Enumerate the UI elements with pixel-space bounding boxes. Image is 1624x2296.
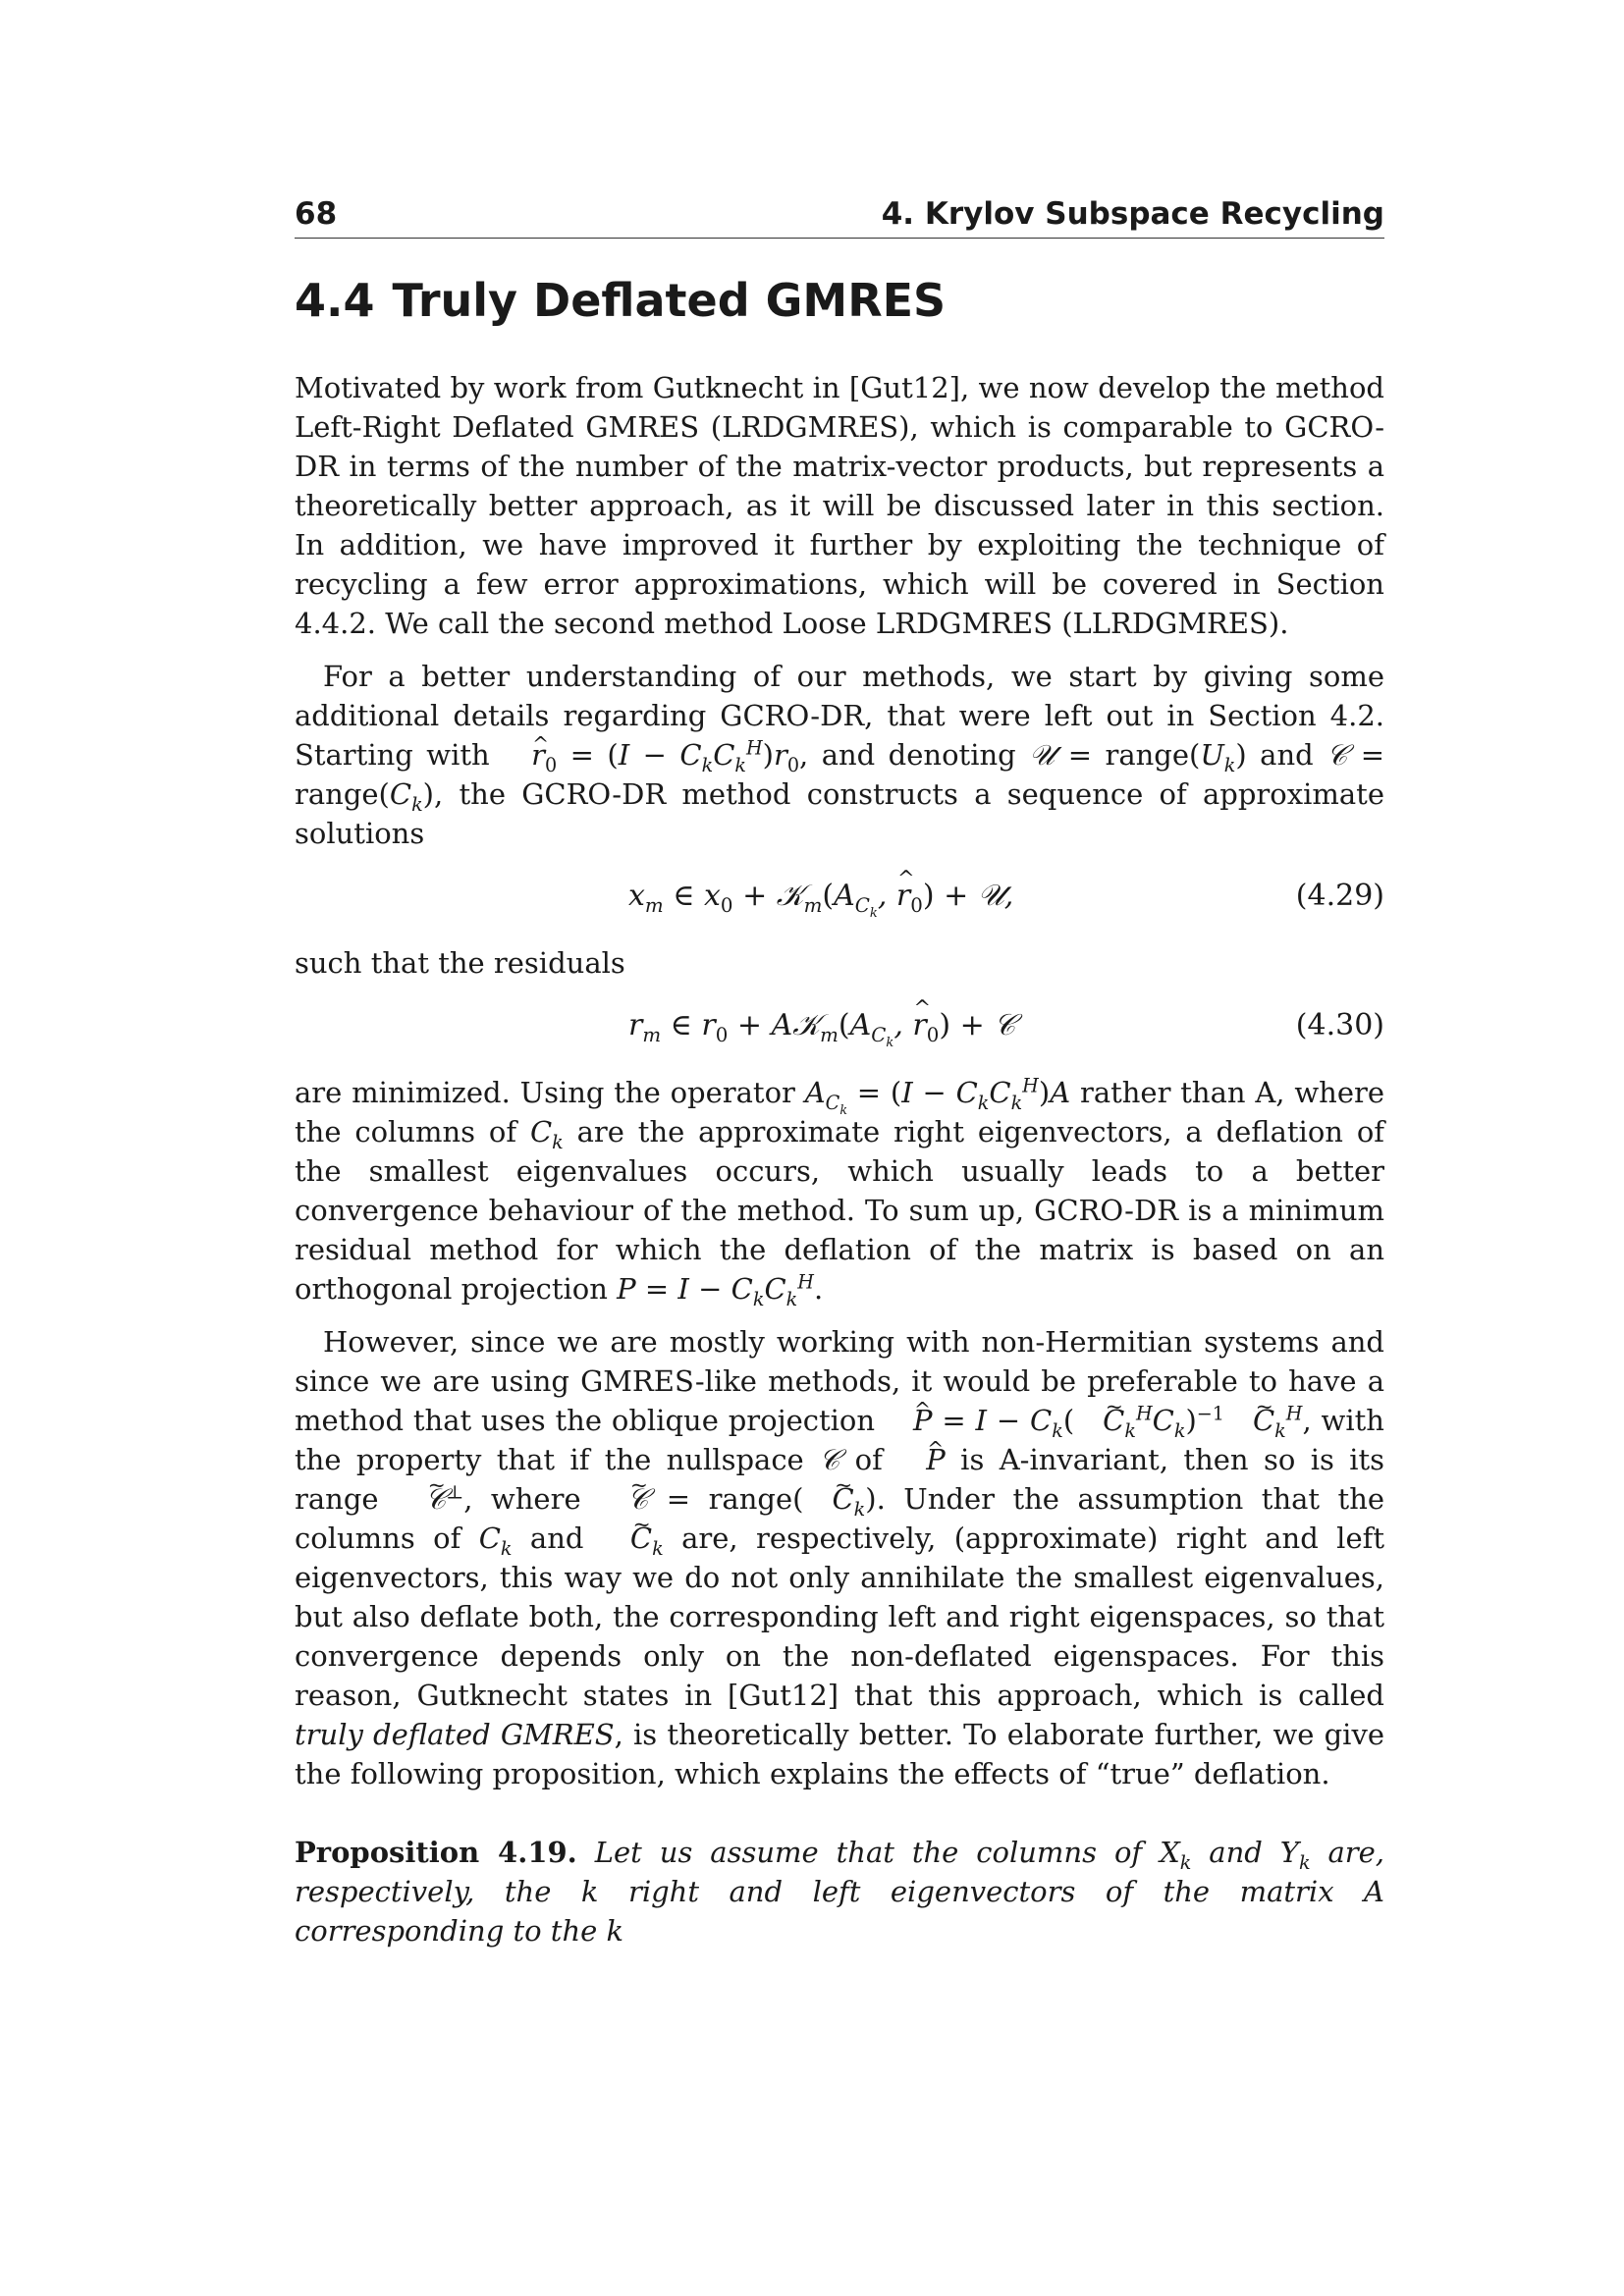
chapter-title: 4. Krylov Subspace Recycling: [881, 196, 1384, 232]
paragraph-4: are minimized. Using the operator $A_{C_k} = (I - C_kC_k^H)A$ rather than A, where the columns of $C_k$ are the approximate right eigenvectors, a deflation of the smallest eigenvalues occurs, which usually leads to a better convergence behaviour of the method. To sum up, GCRO-DR is a minimum residual method for which the deflation of the matrix is based on an orthogonal projection $P = I - C_kC_k^H$.: [295, 1074, 1385, 1310]
page: [295, 196, 1384, 1950]
paragraph-3: such that the residuals: [295, 946, 625, 980]
proposition-4-19: Proposition 4.19. Let us assume that the columns of $X_k$ and $Y_k$ are, respectively, the k right and left eigenvectors of the matrix A corresponding to the k: [295, 1836, 1385, 1948]
paragraph-1: Motivated by work from Gutknecht in [Gut12], we now develop the method Left-Right Deflated GMRES (LRDGMRES), which is comparable to GCRO-DR in terms of the number of the matrix-vector products, but represents a theoretically better approach, as it will be discussed later in this section. In addition, we have improved it further by exploiting the technique of recycling a few error approximations, which will be covered in Section 4.4.2. We call the second method Loose LRDGMRES (LLRDGMRES).: [295, 371, 1384, 640]
proposition-label: Proposition 4.19.: [295, 1836, 577, 1869]
section-title: Truly Deflated GMRES: [392, 274, 947, 327]
paragraph-2: For a better understanding of our methods, we start by giving some additional details regarding GCRO-DR, that were left out in Section 4.2. Starting with ^ $r_0 = (I - C_kC_k^H)r_0$, and denoting 𝒰 = $range(U_k)$ and 𝒞 = $range(C_k)$, the GCRO-DR method constructs a sequence of approximate solutions: [295, 657, 1384, 853]
equation-4-30: $r_m$ ∈ $r_0$ + $A𝒦_m(A_{C_k}$, ^ $r_0$) + 𝒞 (4.30): [295, 1000, 1384, 1055]
paragraph-5: However, since we are mostly working with non-Hermitian systems and since we are using GMRES-like methods, it would be preferable to have a method that uses the oblique projection ^ $P = I - C_k(\sim$ $C_k^HC_k)^{-1}\sim$ $C_k^H$, with the property that if the nullspace 𝒞 of ^ P is A-invariant, then so is its range ~ 𝒞⊥, where ~ 𝒞 = range(~ $C_k$). Under the assumption that the columns of $C_k$ and ~ $C_k$ are, respectively, (approximate) right and left eigenvectors, this way we do not only annihilate the smallest eigenvalues, but also deflate both, the corresponding left and right eigenspaces, so that convergence depends only on the non-deflated eigenspaces. For this reason, Gutknecht states in [Gut12] that this approach, which is called truly deflated GMRES, is theoretically better. To elaborate further, we give the following proposition, which explains the effects of “true” deflation.: [295, 1322, 1384, 1793]
running-head: [295, 196, 1384, 239]
page-number: 68: [295, 196, 338, 232]
equation-4-29: $x_m$ ∈ $x_0$ + $𝒦_m(A_{C_k}$, ^ $r_0$) + 𝒰, (4.29): [295, 871, 1384, 926]
section-number: 4.4: [295, 274, 375, 327]
equation-tag: (4.29): [1295, 879, 1384, 913]
equation-tag: (4.30): [1295, 1008, 1384, 1042]
section-heading: [295, 274, 1384, 327]
